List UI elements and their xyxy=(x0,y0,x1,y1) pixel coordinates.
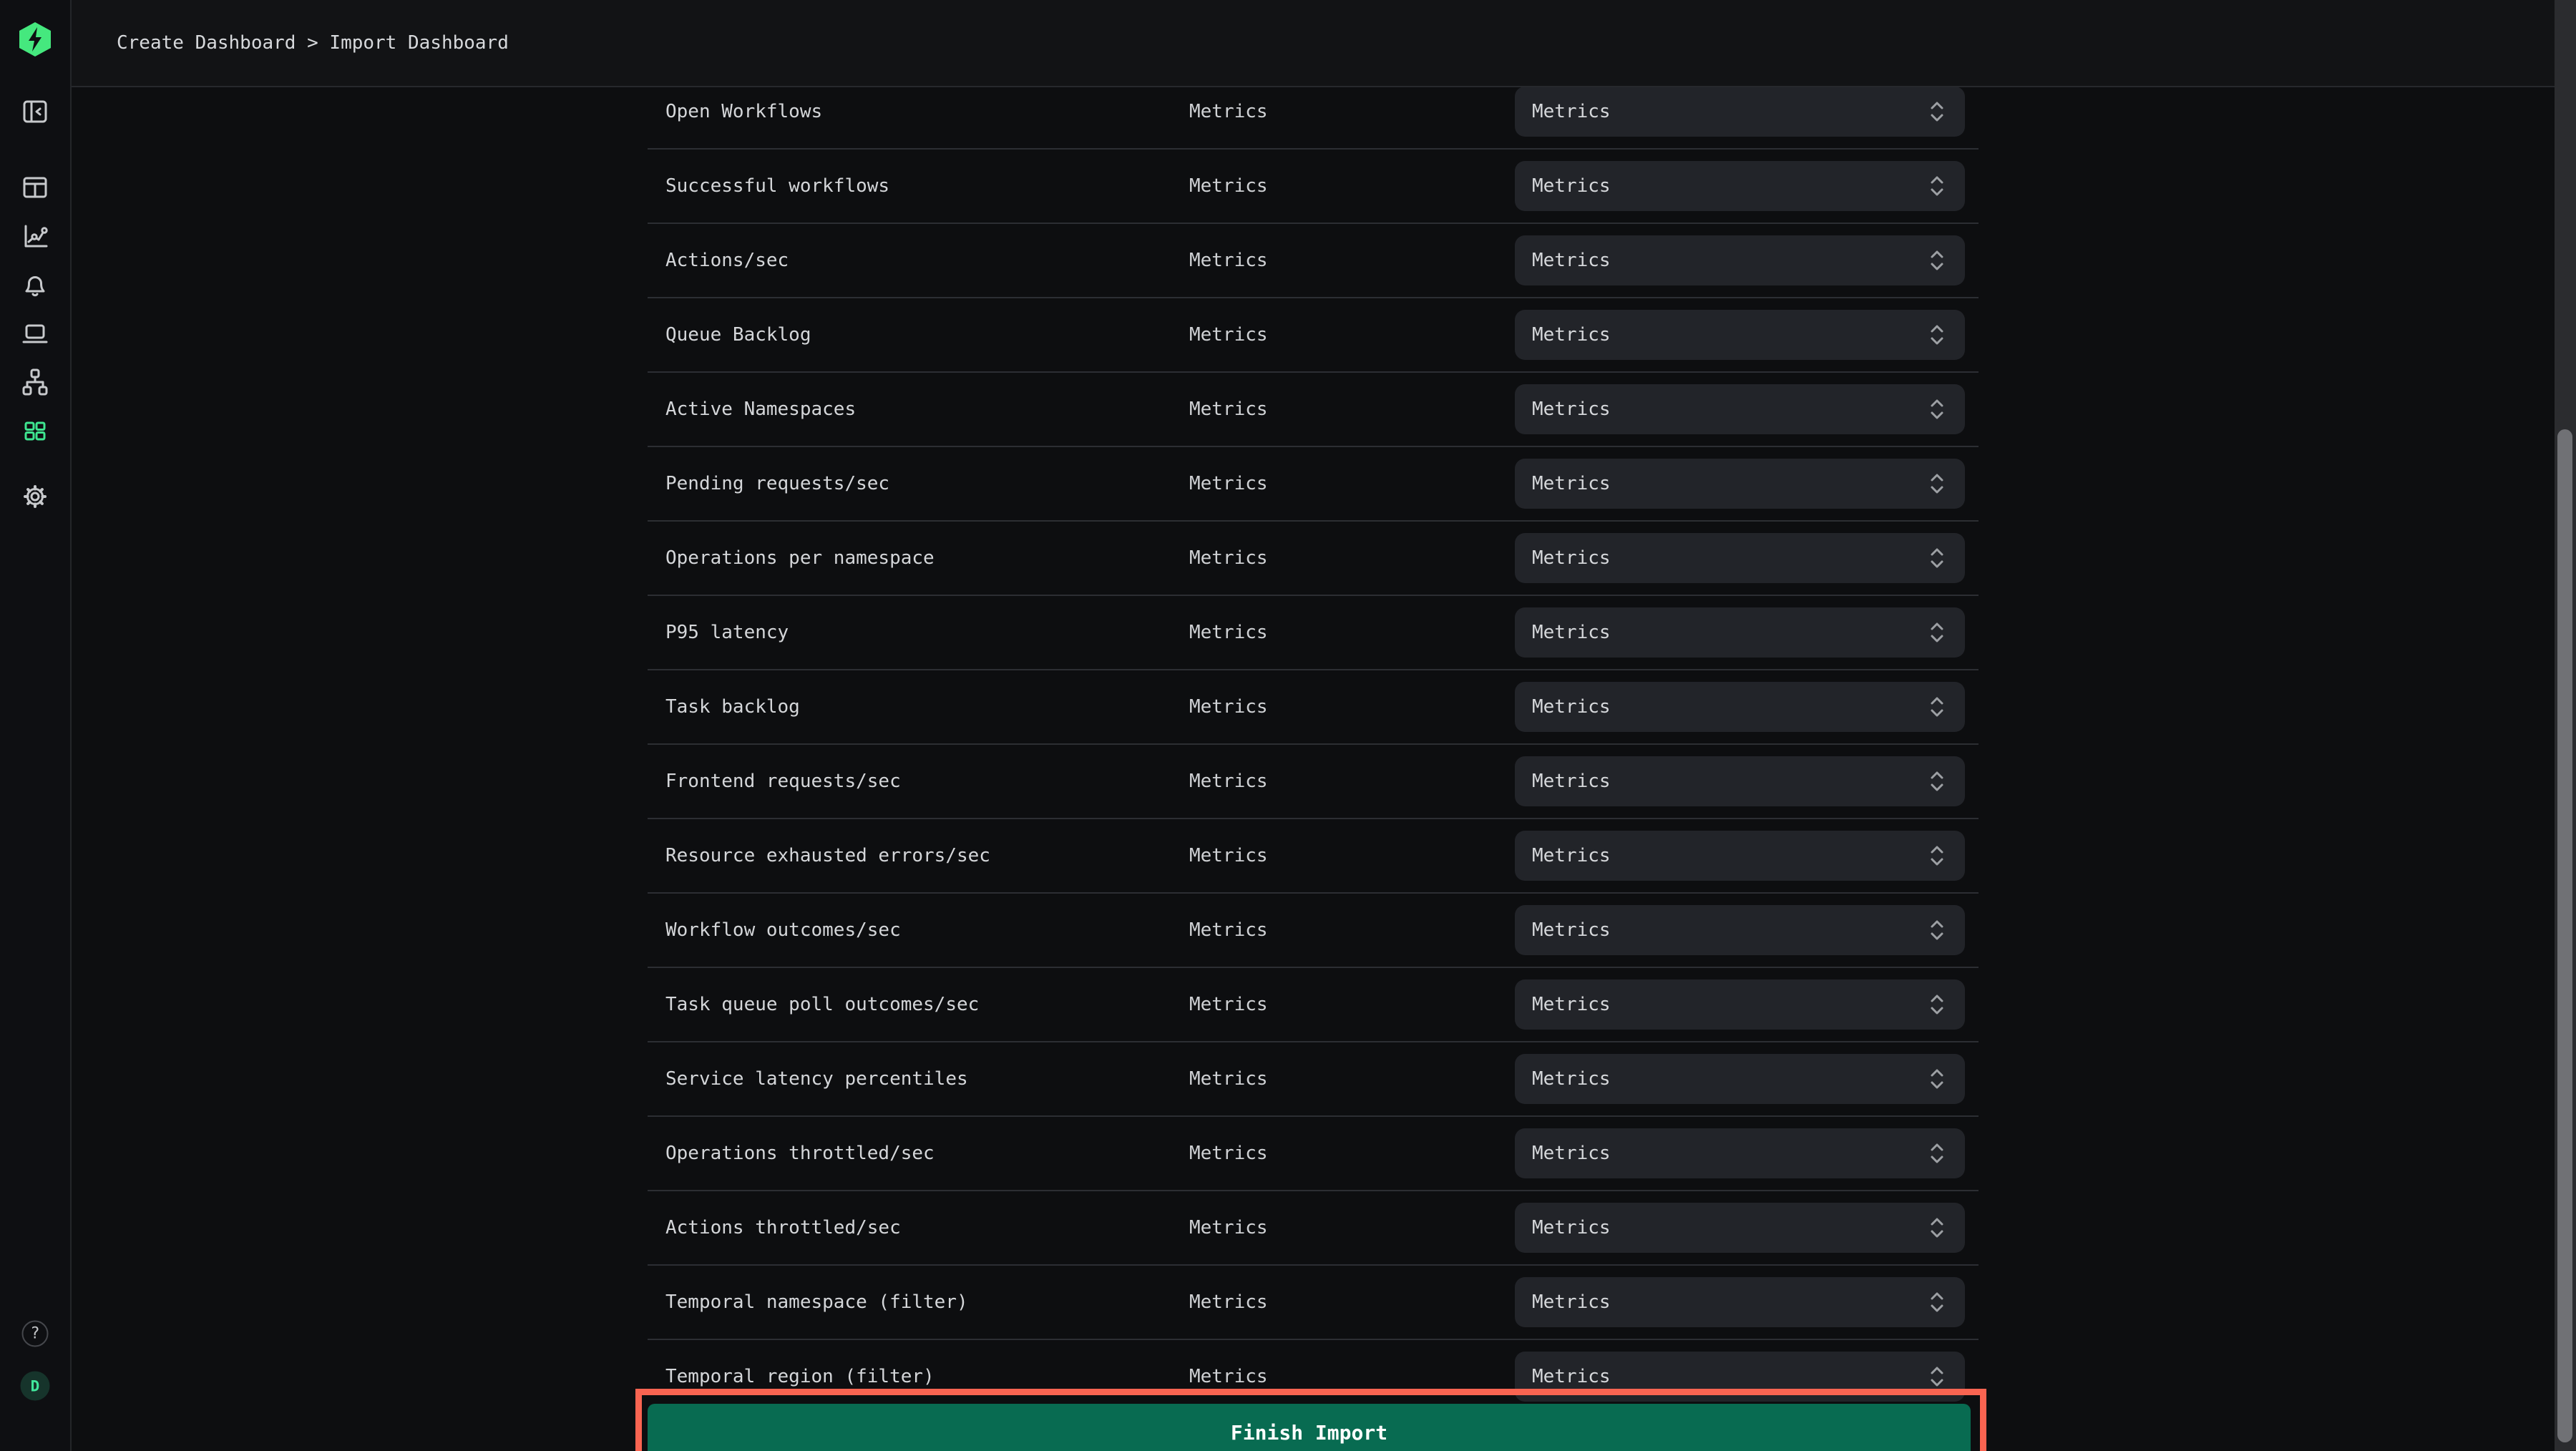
datasource-select-value: Metrics xyxy=(1532,1143,1611,1164)
panel-type-label: Metrics xyxy=(1189,1291,1268,1313)
panel-title: Task backlog xyxy=(665,696,800,718)
datasource-select[interactable] xyxy=(1515,1277,1965,1327)
datasource-select[interactable] xyxy=(1515,384,1965,434)
workflows-network-icon[interactable] xyxy=(19,366,51,398)
import-row xyxy=(648,894,1979,968)
panel-title: Operations throttled/sec xyxy=(665,1143,935,1164)
select-updown-chevron-icon xyxy=(1928,1364,1946,1389)
vertical-scrollbar-track[interactable] xyxy=(2555,0,2576,1451)
datasource-select[interactable] xyxy=(1515,87,1965,137)
panel-title: Open Workflows xyxy=(665,101,823,122)
datasource-select[interactable] xyxy=(1515,905,1965,955)
panel-type-label: Metrics xyxy=(1189,994,1268,1015)
panel-type-label: Metrics xyxy=(1189,919,1268,941)
datasource-select[interactable] xyxy=(1515,607,1965,658)
select-updown-chevron-icon xyxy=(1928,1067,1946,1091)
panel-title: Resource exhausted errors/sec xyxy=(665,845,990,866)
select-updown-chevron-icon xyxy=(1928,174,1946,198)
sidebar xyxy=(0,0,72,1451)
select-updown-chevron-icon xyxy=(1928,397,1946,421)
datasource-select[interactable] xyxy=(1515,979,1965,1030)
datasource-select-value: Metrics xyxy=(1532,771,1611,792)
lightning-bolt-hexagon-logo[interactable] xyxy=(19,21,52,57)
panel-title: Active Namespaces xyxy=(665,399,857,420)
import-row xyxy=(648,150,1979,224)
panel-type-label: Metrics xyxy=(1189,324,1268,346)
import-row xyxy=(648,968,1979,1042)
import-row xyxy=(648,1340,1979,1413)
panel-title: Operations per namespace xyxy=(665,547,935,569)
import-mapping-list xyxy=(648,75,1979,1413)
import-row xyxy=(648,1266,1979,1340)
datasource-select[interactable] xyxy=(1515,1128,1965,1178)
panel-title: Temporal region (filter) xyxy=(665,1366,935,1387)
panel-title: Service latency percentiles xyxy=(665,1068,968,1090)
select-updown-chevron-icon xyxy=(1928,1216,1946,1240)
import-row xyxy=(648,1042,1979,1117)
datasource-select[interactable] xyxy=(1515,831,1965,881)
datasource-select-value: Metrics xyxy=(1532,175,1611,197)
panel-title: Task queue poll outcomes/sec xyxy=(665,994,980,1015)
panel-title: P95 latency xyxy=(665,622,789,643)
datasource-select[interactable] xyxy=(1515,756,1965,806)
panel-title: Frontend requests/sec xyxy=(665,771,901,792)
select-updown-chevron-icon xyxy=(1928,844,1946,868)
select-updown-chevron-icon xyxy=(1928,323,1946,347)
select-updown-chevron-icon xyxy=(1928,472,1946,496)
select-updown-chevron-icon xyxy=(1928,695,1946,719)
select-updown-chevron-icon xyxy=(1928,769,1946,793)
datasource-select-value: Metrics xyxy=(1532,919,1611,941)
import-row xyxy=(648,819,1979,894)
panel-type-label: Metrics xyxy=(1189,1068,1268,1090)
datasource-select-value: Metrics xyxy=(1532,473,1611,494)
devices-laptop-icon[interactable] xyxy=(19,318,51,349)
datasource-select[interactable] xyxy=(1515,459,1965,509)
help-question-icon: ? xyxy=(30,1324,40,1343)
panel-type-label: Metrics xyxy=(1189,771,1268,792)
import-row xyxy=(648,447,1979,522)
panel-title: Workflow outcomes/sec xyxy=(665,919,901,941)
vertical-scrollbar-thumb[interactable] xyxy=(2557,429,2572,1442)
panel-type-label: Metrics xyxy=(1189,399,1268,420)
datasource-select[interactable] xyxy=(1515,310,1965,360)
import-row xyxy=(648,670,1979,745)
import-row xyxy=(648,745,1979,819)
dashboards-table-icon[interactable] xyxy=(19,172,51,203)
alerts-bell-icon[interactable] xyxy=(19,269,51,301)
panel-title: Temporal namespace (filter) xyxy=(665,1291,968,1313)
panel-title: Actions throttled/sec xyxy=(665,1217,901,1239)
select-updown-chevron-icon xyxy=(1928,918,1946,942)
datasource-select-value: Metrics xyxy=(1532,101,1611,122)
panel-type-label: Metrics xyxy=(1189,1143,1268,1164)
datasource-select[interactable] xyxy=(1515,235,1965,285)
datasource-select[interactable] xyxy=(1515,161,1965,211)
import-row xyxy=(648,224,1979,298)
import-row xyxy=(648,373,1979,447)
datasource-select-value: Metrics xyxy=(1532,994,1611,1015)
settings-gear-icon[interactable] xyxy=(19,481,51,512)
import-row xyxy=(648,1191,1979,1266)
datasource-select-value: Metrics xyxy=(1532,696,1611,718)
datasource-select-value: Metrics xyxy=(1532,1217,1611,1239)
datasource-select[interactable] xyxy=(1515,1352,1965,1402)
panel-type-label: Metrics xyxy=(1189,547,1268,569)
metrics-chart-icon[interactable] xyxy=(19,220,51,252)
avatar-initial: D xyxy=(30,1377,40,1394)
select-updown-chevron-icon xyxy=(1928,620,1946,645)
datasource-select[interactable] xyxy=(1515,1203,1965,1253)
datasource-select-value: Metrics xyxy=(1532,845,1611,866)
panel-type-label: Metrics xyxy=(1189,101,1268,122)
finish-import-button[interactable]: Finish Import xyxy=(648,1404,1971,1451)
select-updown-chevron-icon xyxy=(1928,992,1946,1017)
panel-title: Queue Backlog xyxy=(665,324,811,346)
select-updown-chevron-icon xyxy=(1928,248,1946,273)
datasource-select-value: Metrics xyxy=(1532,250,1611,271)
apps-grid-icon[interactable] xyxy=(19,415,51,446)
datasource-select[interactable] xyxy=(1515,1054,1965,1104)
datasource-select-value: Metrics xyxy=(1532,622,1611,643)
datasource-select-value: Metrics xyxy=(1532,1366,1611,1387)
help-button[interactable] xyxy=(22,1321,49,1347)
user-avatar[interactable] xyxy=(21,1372,50,1401)
panel-type-label: Metrics xyxy=(1189,696,1268,718)
datasource-select-value: Metrics xyxy=(1532,324,1611,346)
import-row xyxy=(648,1117,1979,1191)
datasource-select-value: Metrics xyxy=(1532,1068,1611,1090)
panel-type-label: Metrics xyxy=(1189,473,1268,494)
import-row xyxy=(648,522,1979,596)
import-row xyxy=(648,596,1979,670)
panel-type-label: Metrics xyxy=(1189,1217,1268,1239)
import-row xyxy=(648,298,1979,373)
collapse-sidebar-icon[interactable] xyxy=(19,96,51,127)
panel-title: Successful workflows xyxy=(665,175,890,197)
select-updown-chevron-icon xyxy=(1928,99,1946,124)
panel-type-label: Metrics xyxy=(1189,1366,1268,1387)
panel-type-label: Metrics xyxy=(1189,250,1268,271)
topbar xyxy=(0,0,2576,87)
datasource-select-value: Metrics xyxy=(1532,1291,1611,1313)
datasource-select[interactable] xyxy=(1515,533,1965,583)
panel-type-label: Metrics xyxy=(1189,175,1268,197)
select-updown-chevron-icon xyxy=(1928,1141,1946,1166)
select-updown-chevron-icon xyxy=(1928,546,1946,570)
panel-type-label: Metrics xyxy=(1189,622,1268,643)
datasource-select-value: Metrics xyxy=(1532,547,1611,569)
panel-title: Actions/sec xyxy=(665,250,789,271)
select-updown-chevron-icon xyxy=(1928,1290,1946,1314)
datasource-select[interactable] xyxy=(1515,682,1965,732)
panel-title: Pending requests/sec xyxy=(665,473,890,494)
panel-type-label: Metrics xyxy=(1189,845,1268,866)
datasource-select-value: Metrics xyxy=(1532,399,1611,420)
breadcrumb[interactable]: Create Dashboard > Import Dashboard xyxy=(117,32,509,54)
